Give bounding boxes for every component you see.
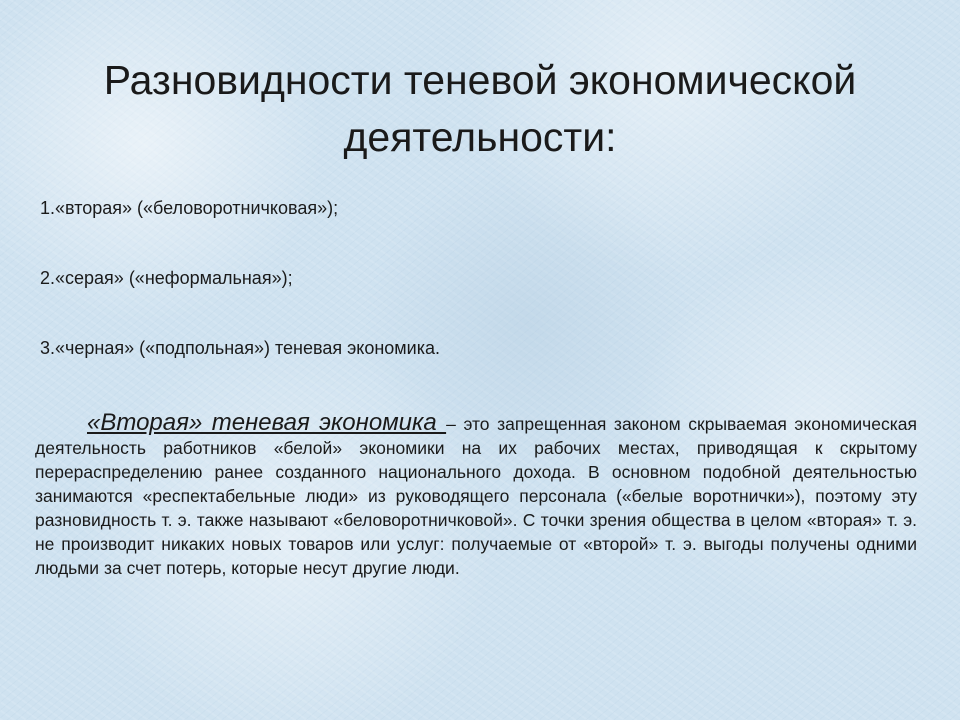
definition-text: – это запрещенная законом скрываемая экономическая деятельность работников «белой» экономики на их рабочих местах, приводящая к скрытому перераспределению ранее созданного национального дохода. В основном подобной деятельностью занимаются «респектабельные люди» из руководящего персонала («белые воротнички»), поэтому эту разновидность т. э. также называют «беловоротничковой». С точки зрения общества в целом «вторая» т. э. не производит никаких новых товаров или услуг: получаемые от «второй» т. э. выгоды получены одними людьми за счет потерь, которые несут другие люди. bbox=[35, 414, 918, 578]
types-list-item: 1.«вторая» («беловоротничковая»); bbox=[40, 198, 339, 218]
types-list-item: 2.«серая» («неформальная»); bbox=[40, 268, 293, 288]
definition-term: «Вторая» теневая экономика bbox=[87, 409, 447, 436]
slide-title bbox=[40, 52, 920, 166]
title-line-2: деятельности: bbox=[343, 114, 617, 160]
types-list bbox=[40, 196, 900, 406]
types-list-item: 3.«черная» («подпольная») теневая экономика. bbox=[40, 338, 441, 358]
definition-paragraph bbox=[35, 411, 917, 580]
title-line-1: Разновидности теневой экономической bbox=[103, 57, 857, 103]
